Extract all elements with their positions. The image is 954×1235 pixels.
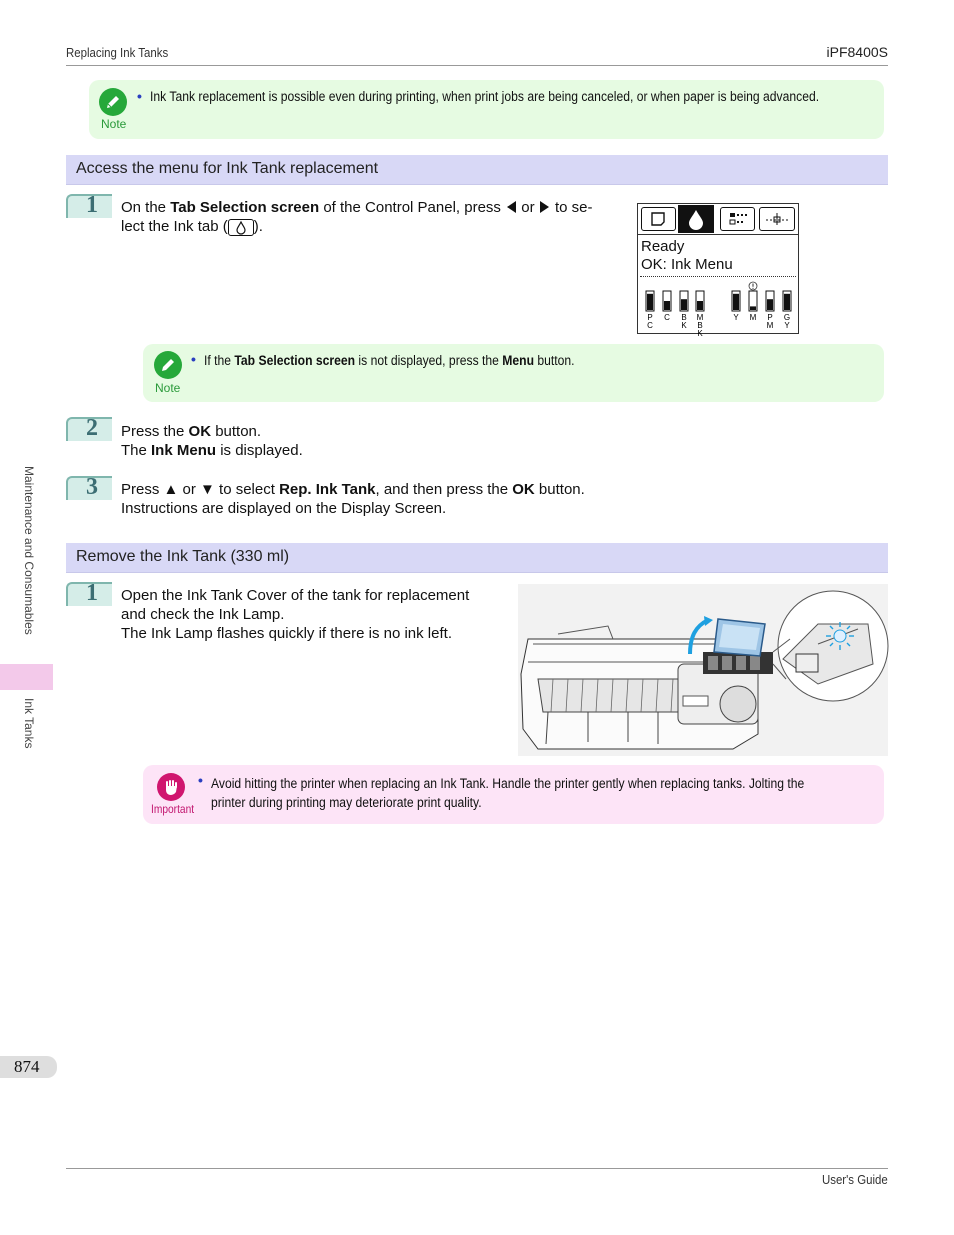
ink-tank-label: B — [697, 321, 703, 330]
hand-stop-icon — [157, 773, 185, 801]
ink-tank-label: K — [681, 321, 687, 330]
ink-tank-gauge — [696, 291, 704, 338]
note-label: Note — [155, 381, 181, 395]
header-rule — [66, 65, 888, 66]
note-pencil-icon — [154, 351, 182, 379]
right-arrow-icon — [539, 200, 551, 214]
ink-tank-label: M — [766, 321, 774, 330]
step-text: Press the OK button. The Ink Menu is displayed. — [121, 423, 303, 459]
running-header-model: iPF8400S — [826, 44, 888, 60]
lcd-menu-line: OK: Ink Menu — [641, 256, 733, 273]
ink-tank-label: Y — [784, 321, 790, 330]
note-box — [143, 344, 884, 402]
ink-tank-label: P — [767, 313, 773, 322]
tab-paper-icon — [641, 207, 676, 231]
ink-tank-label: G — [783, 313, 791, 322]
step-badge — [66, 476, 112, 500]
footer-rule — [66, 1168, 888, 1169]
ink-tank-label: C — [647, 321, 653, 330]
sidebar-section-label: Ink Tanks — [22, 698, 36, 749]
ink-tank-gauge — [680, 291, 688, 330]
bullet-icon: • — [137, 88, 142, 104]
note-label: Note — [101, 117, 127, 131]
important-item — [198, 772, 805, 810]
ink-tank-label: M — [696, 313, 704, 322]
note-text: Ink Tank replacement is possible even during printing, when print jobs are being canceled, or when paper is being advanced. — [150, 89, 820, 104]
step-number: 3 — [86, 474, 98, 500]
step-number: 1 — [86, 192, 98, 218]
note-box — [89, 80, 884, 139]
step-text: On the Tab Selection screen of the Control Panel, press or to se- lect the Ink tab ( ). — [121, 199, 593, 235]
note-item — [137, 88, 820, 106]
tab-cutter-icon — [759, 207, 795, 231]
ink-tank-label: C — [664, 313, 670, 322]
lcd-dotted-divider — [640, 276, 796, 277]
ink-tank-gauge — [646, 291, 654, 330]
step-badge — [66, 194, 112, 218]
ink-tank-label: B — [681, 313, 687, 322]
ink-tank-gauge — [766, 291, 774, 330]
ink-tab-icon — [228, 219, 254, 236]
running-header-title: Replacing Ink Tanks — [66, 45, 169, 60]
footer-guide-title: User's Guide — [822, 1172, 888, 1187]
tab-ink-icon — [678, 205, 714, 233]
ink-tank-gauge — [732, 291, 740, 322]
section-title: Remove the Ink Tank (330 ml) — [76, 548, 290, 565]
control-panel-display — [637, 203, 799, 338]
step-text: Press ▲ or ▼ to select Rep. Ink Tank, and then press the OK button. Instructions are displayed on the Display Screen. — [121, 481, 585, 517]
note-pencil-icon — [99, 88, 127, 116]
ink-tank-gauge — [783, 291, 791, 330]
ink-tank-label: Y — [733, 313, 739, 322]
section-heading — [66, 155, 888, 185]
section-heading — [66, 543, 888, 573]
bullet-icon: • — [198, 772, 203, 788]
ink-tank-label: P — [647, 313, 653, 322]
page-number: 874 — [14, 1057, 40, 1076]
step-number: 1 — [86, 580, 98, 606]
step-number: 2 — [86, 415, 98, 441]
ink-tank-gauge — [663, 291, 671, 322]
note-item — [191, 351, 575, 369]
ink-tank-gauge — [749, 291, 757, 322]
printer-illustration — [518, 584, 888, 756]
important-label: Important — [151, 802, 195, 816]
sidebar-tab-marker — [0, 664, 53, 690]
ink-tank-label: K — [697, 329, 703, 338]
important-text: Avoid hitting the printer when replacing an Ink Tank. Handle the printer gently when replacing tanks. Jolting the printer during printing may deteriorate print quality. — [211, 776, 805, 810]
lcd-divider — [638, 234, 798, 235]
step-badge — [66, 417, 112, 441]
important-box — [143, 765, 884, 824]
step-badge — [66, 582, 112, 606]
ink-tank-label: M — [749, 313, 757, 322]
step-text: Open the Ink Tank Cover of the tank for replacement and check the Ink Lamp. The Ink Lamp flashes quickly if there is no ink left. — [121, 587, 470, 642]
bullet-icon: • — [191, 351, 196, 367]
left-arrow-icon — [505, 200, 517, 214]
tab-settings-icon — [720, 207, 755, 231]
ink-level-gauges — [638, 288, 798, 338]
lcd-status-line: Ready — [641, 238, 685, 255]
section-title: Access the menu for Ink Tank replacement — [76, 160, 379, 177]
sidebar-chapter-label: Maintenance and Consumables — [22, 466, 36, 635]
note-text: If the Tab Selection screen is not displayed, press the Menu button. — [204, 353, 575, 368]
page-number-tab — [0, 1056, 57, 1078]
